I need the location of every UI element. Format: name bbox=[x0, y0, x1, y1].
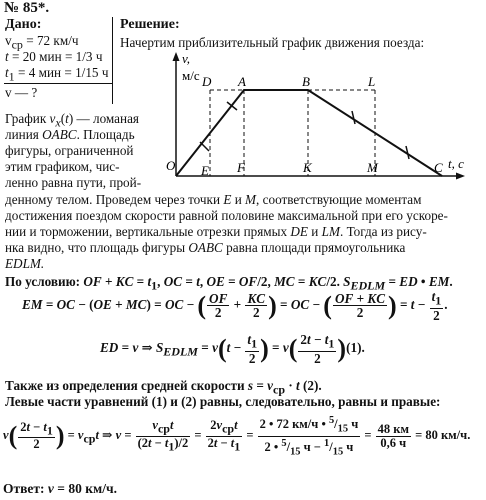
velocity-time-graph bbox=[160, 50, 486, 190]
point-E: E bbox=[201, 163, 209, 178]
given-vertical-divider bbox=[112, 17, 113, 104]
given-label: Дано: bbox=[5, 17, 42, 32]
slope-tick-2 bbox=[200, 142, 209, 151]
point-O: O bbox=[166, 158, 176, 173]
em-equation: EM = OC − (OE + MC) = OC − ( $\frac{OF}{2}$ + $\frac{KC}{2}$ ) = OC − ( $\frac{OF + KC}{2}$ ) = t − $\frac{t_1}{2}$ . bbox=[22, 289, 448, 323]
paragraph-line-1: денному телом. Проведем через точки E и M, соответствующие моментам bbox=[5, 192, 422, 207]
paragraph-line-4: нка видно, что площадь фигуры OABC равна площади прямоугольника bbox=[5, 240, 406, 255]
side-text-line-5: ленно равна пути, прой- bbox=[5, 175, 142, 190]
point-C: C bbox=[434, 160, 443, 175]
y-axis-label: v, bbox=[182, 51, 191, 66]
given-avg-speed: $v_{ср} = 72$ км/ч bbox=[5, 33, 79, 52]
side-text-line-1: График $v_x(t)$ — ломаная bbox=[5, 111, 139, 130]
side-text-line-2: линия OABC. Площадь bbox=[5, 127, 135, 142]
point-A: A bbox=[238, 74, 246, 89]
y-axis-arrow bbox=[173, 52, 180, 61]
given-t1: $t_1 = 4$ мин = 1/15 ч bbox=[5, 65, 109, 84]
x-axis-label: t, с bbox=[448, 156, 464, 171]
paragraph-line-2: достижения поездом скорости равной половине максимальной при его ускоре- bbox=[5, 208, 448, 223]
x-axis-arrow bbox=[456, 173, 465, 180]
answer-line: Ответ: v = 80 км/ч. bbox=[3, 481, 117, 496]
equal-line: Левые части уравнений (1) и (2) равны, следовательно, равны и правые: bbox=[5, 394, 441, 409]
solution-intro: Начертим приблизительный график движения поезда: bbox=[120, 35, 425, 50]
point-K: K bbox=[303, 160, 312, 175]
point-L: L bbox=[368, 74, 376, 89]
ed-equation: ED = v ⇒ $S_{EDLM} = v(t$ − $\frac{t_1}{2}$ ) = v( $\frac{2t - t_1}{2}$ )(1). bbox=[100, 332, 365, 366]
problem-number: № 85*. bbox=[4, 0, 50, 16]
find-label: v — ? bbox=[5, 85, 38, 100]
side-text-line-3: фигуры, ограниченной bbox=[5, 143, 134, 158]
paragraph-line-3: нии и торможении, вертикальные отрезки прямых DE и LM. Тогда из рису- bbox=[5, 224, 427, 239]
final-result: = 80 км/ч. bbox=[415, 428, 471, 443]
final-equation: v( $\frac{2t - t_1}{2}$ ) = $v_{ср}t$ ⇒ v = $\frac{v_{ср}t}{(2t - t_1)/2}$ = $\frac{2v_{ср}t}{2t - t_1}$ = $\frac{2 • 72 км/ч • ^5/_{15} ч}{2 • ^5/_{15} ч - ^1/_{15} ч}$ = $\frac{48 км}{0,6 ч}$ = 80 км/ч. bbox=[3, 415, 471, 458]
point-D: D bbox=[202, 74, 212, 89]
point-M: M bbox=[367, 160, 378, 175]
point-F: F bbox=[237, 160, 245, 175]
point-B: B bbox=[302, 74, 310, 89]
side-text-line-4: этим графиком, чис- bbox=[5, 159, 120, 174]
condition-line: По условию: OF + KC = $t_1$, OC = t, OE = OF/2, MC = KC/2. $S_{EDLM}$ = ED • EM. bbox=[5, 274, 453, 293]
y-axis-unit: м/с bbox=[182, 68, 200, 83]
avg-speed-line: Также из определения средней скорости $s = v_{ср} \cdot t$ (2). bbox=[5, 378, 322, 397]
paragraph-line-5: EDLM. bbox=[5, 256, 45, 271]
given-divider bbox=[4, 83, 112, 84]
solution-label: Решение: bbox=[120, 17, 180, 32]
given-time: t = 20 мин = 1/3 ч bbox=[5, 49, 103, 64]
